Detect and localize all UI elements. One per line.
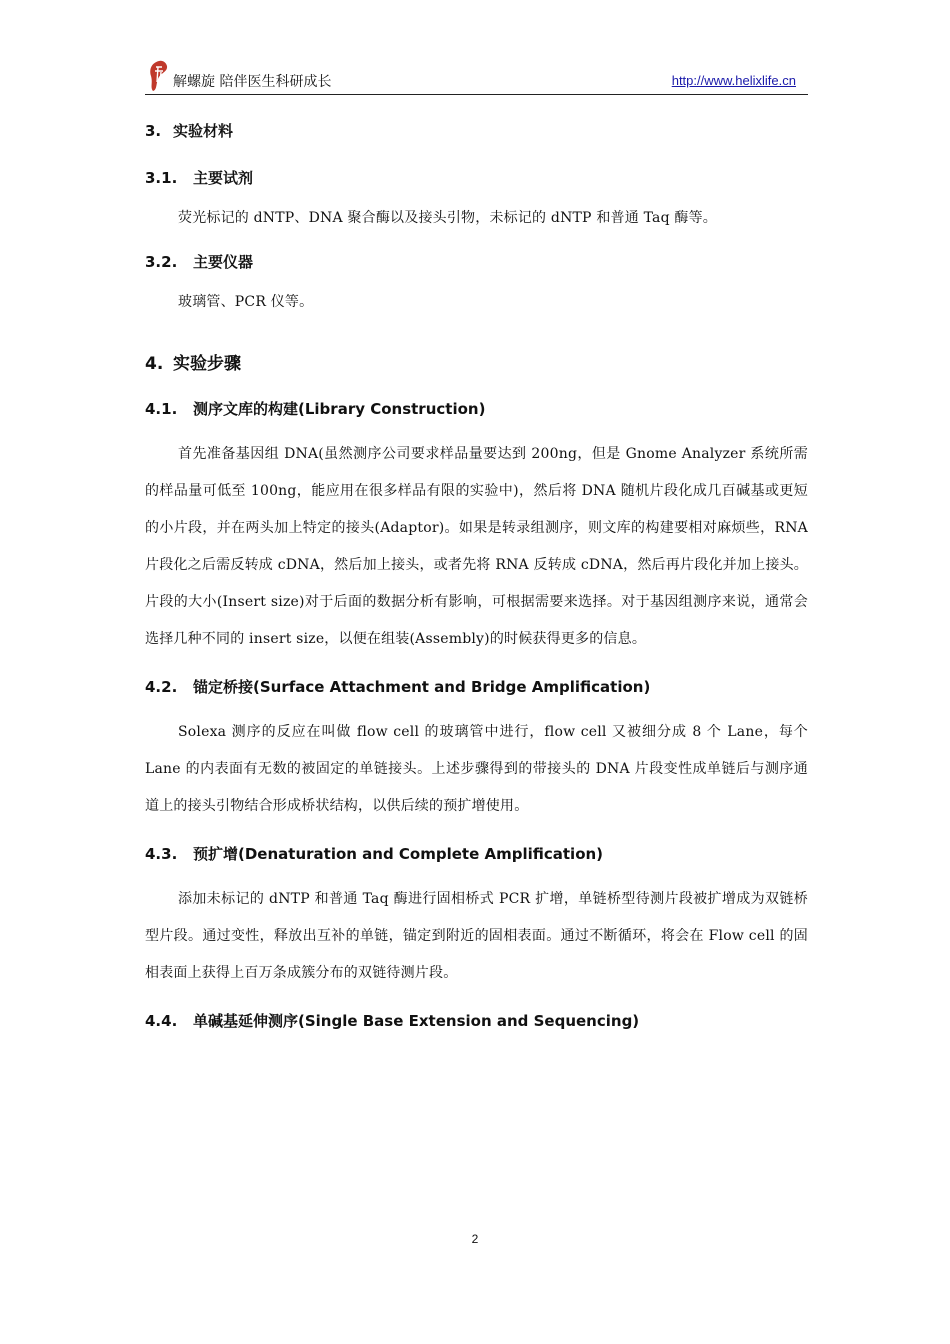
- heading-4-2: 4.2. 锚定桥接(Surface Attachment and Bridge Amplification): [145, 678, 651, 696]
- heading-4: 4. 实验步骤: [145, 354, 241, 374]
- paragraph-3-2: 玻璃管、PCR 仪等。: [178, 294, 314, 310]
- paragraph-3-1: 荧光标记的 dNTP、DNA 聚合酶以及接头引物，未标记的 dNTP 和普通 Taq 酶等。: [178, 210, 717, 226]
- brand-slogan: 解螺旋 陪伴医生科研成长: [173, 74, 332, 90]
- paragraph-4-1: 首先准备基因组 DNA(虽然测序公司要求样品量要达到 200ng，但是 Gnome Analyzer 系统所需的样品量可低至 100ng，能应用在很多样品有限的实验中)，然后将 DNA 随机片段化成几百碱基或更短的小片段，并在两头加上特定的接头(Adaptor)。如果是转录组测序，则文库的构建要相对麻烦些，RNA 片段化之后需反转成 cDNA，然后加上接头，或者先将 RNA 反转成 cDNA，然后再片段化并加上接头。片段的大小(Insert size)对于后面的数据分析有影响，可根据需要来选择。对于基因组测序来说，通常会选择几种不同的 insert size，以便在组装(Assembly)的时候获得更多的信息。: [145, 446, 808, 647]
- page-number: 2: [471, 1232, 479, 1246]
- heading-4-3: 4.3. 预扩增(Denaturation and Complete Amplification): [145, 845, 604, 863]
- paragraph-4-3: 添加未标记的 dNTP 和普通 Taq 酶进行固相桥式 PCR 扩增，单链桥型待测片段被扩增成为双链桥型片段。通过变性，释放出互补的单链，锚定到附近的固相表面。通过不断循环，将会在 Flow cell 的固相表面上获得上百万条成簇分布的双链待测片段。: [145, 891, 808, 981]
- page-header: [145, 60, 808, 95]
- helix-logo-icon: [147, 60, 171, 92]
- heading-3-1: 3.1. 主要试剂: [145, 169, 254, 187]
- heading-4-1: 4.1. 测序文库的构建(Library Construction): [145, 400, 486, 418]
- heading-4-4: 4.4. 单碱基延伸测序(Single Base Extension and Sequencing): [145, 1012, 640, 1030]
- document-body: [145, 112, 808, 1031]
- heading-3: 3. 实验材料: [145, 122, 234, 140]
- heading-3-2: 3.2. 主要仪器: [145, 253, 254, 271]
- site-link[interactable]: http://www.helixlife.cn: [671, 73, 796, 88]
- paragraph-4-2: Solexa 测序的反应在叫做 flow cell 的玻璃管中进行，flow cell 又被细分成 8 个 Lane，每个 Lane 的内表面有无数的被固定的单链接头。上述步骤得到的带接头的 DNA 片段变性成单链后与测序通道上的接头引物结合形成桥状结构，以供后续的预扩增使用。: [145, 724, 808, 814]
